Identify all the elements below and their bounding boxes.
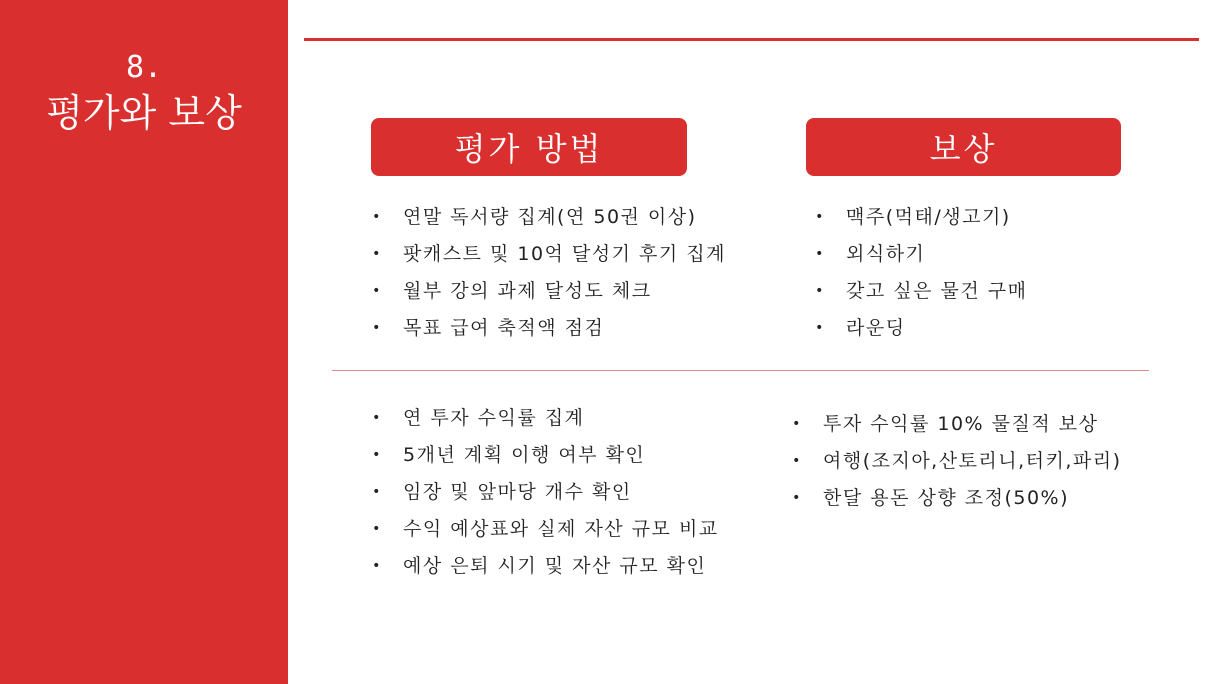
list-item-text: 수익 예상표와 실제 자산 규모 비교 xyxy=(403,518,719,540)
list-item-text: 연말 독서량 집계(연 50권 이상) xyxy=(403,206,697,228)
list-item xyxy=(371,400,719,437)
list-item xyxy=(371,548,719,585)
section-number: 8. xyxy=(125,50,163,85)
middle-divider xyxy=(332,370,1149,371)
list-item-text: 라운딩 xyxy=(846,317,906,339)
list-item-text: 연 투자 수익률 집계 xyxy=(403,407,585,429)
sidebar-panel xyxy=(0,0,288,684)
list-item-text: 월부 강의 과제 달성도 체크 xyxy=(403,280,652,302)
bullet-icon: • xyxy=(792,490,802,506)
list-item xyxy=(371,474,719,511)
bullet-icon: • xyxy=(372,521,382,537)
list-item xyxy=(814,236,1027,273)
list-item-text: 5개년 계획 이행 여부 확인 xyxy=(403,444,646,466)
bullet-icon: • xyxy=(792,416,802,432)
list-item-text: 예상 은퇴 시기 및 자산 규모 확인 xyxy=(403,555,707,577)
reward-list-top xyxy=(814,199,1027,347)
list-item xyxy=(371,511,719,548)
list-item xyxy=(791,443,1122,480)
bullet-icon: • xyxy=(372,246,382,262)
list-item xyxy=(371,199,726,236)
list-item xyxy=(371,236,726,273)
bullet-icon: • xyxy=(815,320,825,336)
list-item xyxy=(791,480,1122,517)
list-item-text: 여행(조지아,산토리니,터키,파리) xyxy=(823,450,1122,472)
bullet-icon: • xyxy=(815,246,825,262)
list-item-text: 갖고 싶은 물건 구매 xyxy=(846,280,1028,302)
list-item xyxy=(814,199,1027,236)
list-item xyxy=(371,273,726,310)
evaluation-method-header-label: 평가 방법 xyxy=(454,130,604,168)
list-item-text: 팟캐스트 및 10억 달성기 후기 집계 xyxy=(403,243,726,265)
bullet-icon: • xyxy=(372,209,382,225)
bullet-icon: • xyxy=(372,484,382,500)
bullet-icon: • xyxy=(792,453,802,469)
list-item-text: 목표 급여 축적액 점검 xyxy=(403,317,605,339)
evaluation-method-header xyxy=(371,118,687,176)
list-item-text: 투자 수익률 10% 물질적 보상 xyxy=(823,413,1099,435)
section-title: 평가와 보상 xyxy=(46,91,242,135)
bullet-icon: • xyxy=(815,209,825,225)
evaluation-list-top xyxy=(371,199,726,347)
list-item-text: 한달 용돈 상향 조정(50%) xyxy=(823,487,1070,509)
list-item-text: 임장 및 앞마당 개수 확인 xyxy=(403,481,632,503)
list-item-text: 외식하기 xyxy=(846,243,926,265)
list-item xyxy=(371,437,719,474)
bullet-icon: • xyxy=(372,558,382,574)
list-item xyxy=(814,310,1027,347)
list-item xyxy=(791,406,1122,443)
bullet-icon: • xyxy=(815,283,825,299)
bullet-icon: • xyxy=(372,320,382,336)
reward-header-label: 보상 xyxy=(929,130,998,168)
reward-list-bottom xyxy=(791,406,1122,517)
bullet-icon: • xyxy=(372,410,382,426)
top-divider xyxy=(304,38,1199,41)
list-item xyxy=(371,310,726,347)
reward-header xyxy=(806,118,1121,176)
bullet-icon: • xyxy=(372,283,382,299)
bullet-icon: • xyxy=(372,447,382,463)
evaluation-list-bottom xyxy=(371,400,719,585)
list-item xyxy=(814,273,1027,310)
list-item-text: 맥주(먹태/생고기) xyxy=(846,206,1011,228)
